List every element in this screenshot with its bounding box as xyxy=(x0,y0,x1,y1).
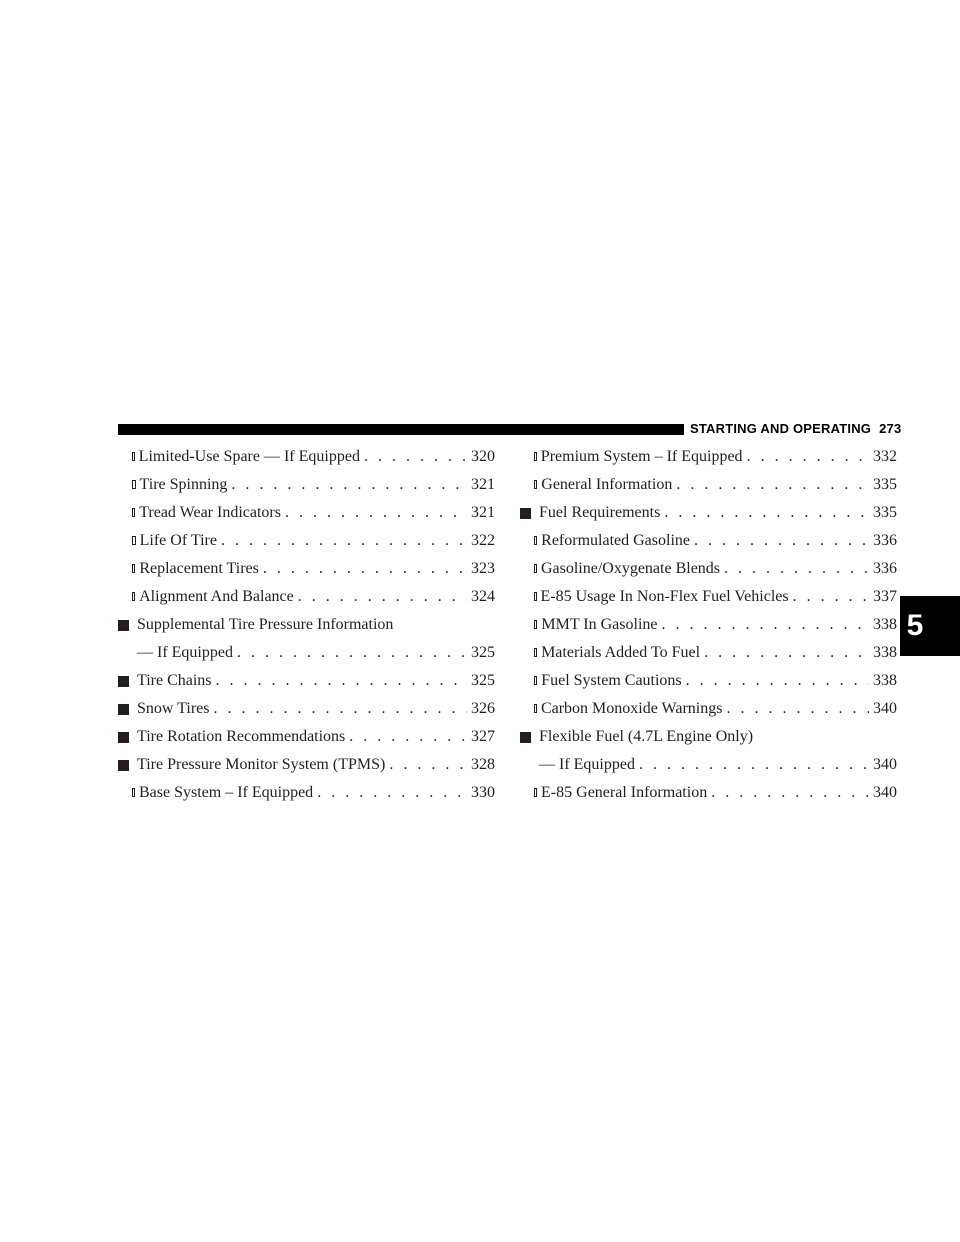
hollow-square-bullet-icon xyxy=(132,564,135,573)
hollow-square-bullet-icon xyxy=(534,648,537,657)
hollow-square-bullet-icon xyxy=(534,452,537,461)
dot-leader xyxy=(317,779,467,807)
square-bullet-icon xyxy=(118,732,129,743)
toc-entry[interactable] xyxy=(118,751,495,779)
toc-entry-page: 338 xyxy=(873,644,897,661)
toc-entry[interactable] xyxy=(520,499,897,527)
dot-leader xyxy=(231,471,467,499)
dot-leader xyxy=(747,443,869,471)
toc-entry-title-line1: Flexible Fuel (4.7L Engine Only) xyxy=(539,728,754,745)
dot-leader xyxy=(704,639,869,667)
toc-entry[interactable] xyxy=(118,667,495,695)
toc-entry-page: 321 xyxy=(471,504,495,521)
hollow-square-bullet-icon xyxy=(534,676,537,685)
dot-leader xyxy=(213,695,467,723)
toc-subentry[interactable] xyxy=(520,443,897,471)
hollow-square-bullet-icon xyxy=(534,564,537,573)
hollow-square-bullet-icon xyxy=(534,592,537,601)
toc-left-column xyxy=(118,443,495,807)
dot-leader xyxy=(237,639,467,667)
toc-entry-page: 323 xyxy=(471,560,495,577)
hollow-square-bullet-icon xyxy=(132,788,135,797)
dot-leader xyxy=(726,695,869,723)
square-bullet-icon xyxy=(520,732,531,743)
toc-entry-title: Tire Spinning xyxy=(139,476,228,493)
toc-subentry[interactable] xyxy=(118,499,495,527)
toc-entry-page: 340 xyxy=(873,700,897,717)
hollow-square-bullet-icon xyxy=(534,788,537,797)
toc-entry-title: Alignment And Balance xyxy=(139,588,294,605)
toc-entry-title: Life Of Tire xyxy=(139,532,217,549)
hollow-square-bullet-icon xyxy=(534,620,537,629)
toc-entry-page: 320 xyxy=(471,448,495,465)
dot-leader xyxy=(298,583,467,611)
dot-leader xyxy=(364,443,467,471)
toc-entry-title: E-85 General Information xyxy=(541,784,708,801)
dot-leader xyxy=(285,499,467,527)
toc-entry[interactable] xyxy=(118,611,495,667)
toc-entry-title-line1: Supplemental Tire Pressure Information xyxy=(137,616,394,633)
header-bar xyxy=(118,424,684,435)
toc-entry-page: 336 xyxy=(873,560,897,577)
toc-entry[interactable] xyxy=(118,723,495,751)
toc-entry-page: 337 xyxy=(873,588,897,605)
toc-subentry[interactable] xyxy=(520,471,897,499)
toc-entry-page: 325 xyxy=(471,672,495,689)
toc-entry-title: Replacement Tires xyxy=(139,560,259,577)
toc-entry[interactable] xyxy=(520,723,897,779)
hollow-square-bullet-icon xyxy=(534,480,537,489)
toc-entry-title: Tire Chains xyxy=(137,672,212,689)
toc-subentry[interactable] xyxy=(118,555,495,583)
toc-subentry[interactable] xyxy=(520,695,897,723)
dot-leader xyxy=(711,779,869,807)
hollow-square-bullet-icon xyxy=(132,508,135,517)
toc-entry-page: 328 xyxy=(471,756,495,773)
toc-entry-title: Materials Added To Fuel xyxy=(541,644,701,661)
hollow-square-bullet-icon xyxy=(132,536,136,545)
dot-leader xyxy=(221,527,467,555)
dot-leader xyxy=(676,471,869,499)
toc-right-column xyxy=(520,443,897,807)
toc-subentry[interactable] xyxy=(118,471,495,499)
toc-entry-page: 335 xyxy=(873,504,897,521)
toc-subentry[interactable] xyxy=(520,555,897,583)
chapter-tab-number: 5 xyxy=(906,609,924,642)
hollow-square-bullet-icon xyxy=(132,592,135,601)
toc-entry-title: E-85 Usage In Non-Flex Fuel Vehicles xyxy=(540,588,789,605)
square-bullet-icon xyxy=(118,620,129,631)
toc-entry-page: 326 xyxy=(471,700,495,717)
dot-leader xyxy=(793,583,869,611)
toc-entry-title: Tire Pressure Monitor System (TPMS) xyxy=(137,756,386,773)
toc-entry-page: 336 xyxy=(873,532,897,549)
toc-subentry[interactable] xyxy=(520,527,897,555)
toc-entry-page: 338 xyxy=(873,616,897,633)
toc-entry-title: Fuel Requirements xyxy=(539,504,661,521)
toc-entry-title: Premium System – If Equipped xyxy=(540,448,743,465)
toc-entry-page: 322 xyxy=(471,532,495,549)
toc-entry-page: 335 xyxy=(873,476,897,493)
square-bullet-icon xyxy=(118,704,129,715)
dot-leader xyxy=(662,611,870,639)
dot-leader xyxy=(686,667,869,695)
toc-entry-title: — If Equipped xyxy=(137,644,233,661)
toc-entry-title: — If Equipped xyxy=(539,756,635,773)
hollow-square-bullet-icon xyxy=(132,480,136,489)
toc-subentry[interactable] xyxy=(520,779,897,807)
toc-entry-title: Tire Rotation Recommendations xyxy=(137,728,346,745)
square-bullet-icon xyxy=(118,676,129,687)
toc-subentry[interactable] xyxy=(118,443,495,471)
toc-subentry[interactable] xyxy=(520,611,897,639)
running-header xyxy=(690,421,901,436)
toc-subentry[interactable] xyxy=(520,639,897,667)
dot-leader xyxy=(639,751,869,779)
square-bullet-icon xyxy=(520,508,531,519)
dot-leader xyxy=(724,555,869,583)
toc-entry-page: 340 xyxy=(873,756,897,773)
dot-leader xyxy=(389,751,467,779)
toc-subentry[interactable] xyxy=(118,583,495,611)
toc-entry-title: Reformulated Gasoline xyxy=(541,532,690,549)
page-number: 273 xyxy=(879,421,902,436)
hollow-square-bullet-icon xyxy=(132,452,135,461)
toc-entry-title: Gasoline/Oxygenate Blends xyxy=(540,560,721,577)
toc-entry-page: 338 xyxy=(873,672,897,689)
toc-entry-title: Tread Wear Indicators xyxy=(139,504,281,521)
toc-entry-page: 340 xyxy=(873,784,897,801)
toc-entry-page: 324 xyxy=(471,588,495,605)
dot-leader xyxy=(216,667,467,695)
toc-entry-title: Snow Tires xyxy=(137,700,210,717)
toc-entry-title: Fuel System Cautions xyxy=(541,672,682,689)
hollow-square-bullet-icon xyxy=(534,704,537,713)
dot-leader xyxy=(263,555,467,583)
toc-entry-title: Base System – If Equipped xyxy=(138,784,314,801)
toc-subentry[interactable] xyxy=(520,667,897,695)
toc-entry-title: General Information xyxy=(541,476,673,493)
section-title: STARTING AND OPERATING xyxy=(690,421,872,436)
hollow-square-bullet-icon xyxy=(534,536,537,545)
dot-leader xyxy=(349,723,467,751)
toc-entry-title: Carbon Monoxide Warnings xyxy=(540,700,723,717)
dot-leader xyxy=(694,527,869,555)
toc-subentry[interactable] xyxy=(118,779,495,807)
chapter-tab[interactable] xyxy=(900,596,960,656)
toc-entry-page: 321 xyxy=(471,476,495,493)
toc-subentry[interactable] xyxy=(118,527,495,555)
toc-entry-title: Limited-Use Spare — If Equipped xyxy=(138,448,360,465)
toc-subentry[interactable] xyxy=(520,583,897,611)
toc-entry[interactable] xyxy=(118,695,495,723)
toc-entry-page: 325 xyxy=(471,644,495,661)
toc-entry-page: 332 xyxy=(873,448,897,465)
toc-entry-title: MMT In Gasoline xyxy=(541,616,658,633)
toc-entry-page: 330 xyxy=(471,784,495,801)
square-bullet-icon xyxy=(118,760,129,771)
toc-entry-page: 327 xyxy=(471,728,495,745)
dot-leader xyxy=(664,499,869,527)
